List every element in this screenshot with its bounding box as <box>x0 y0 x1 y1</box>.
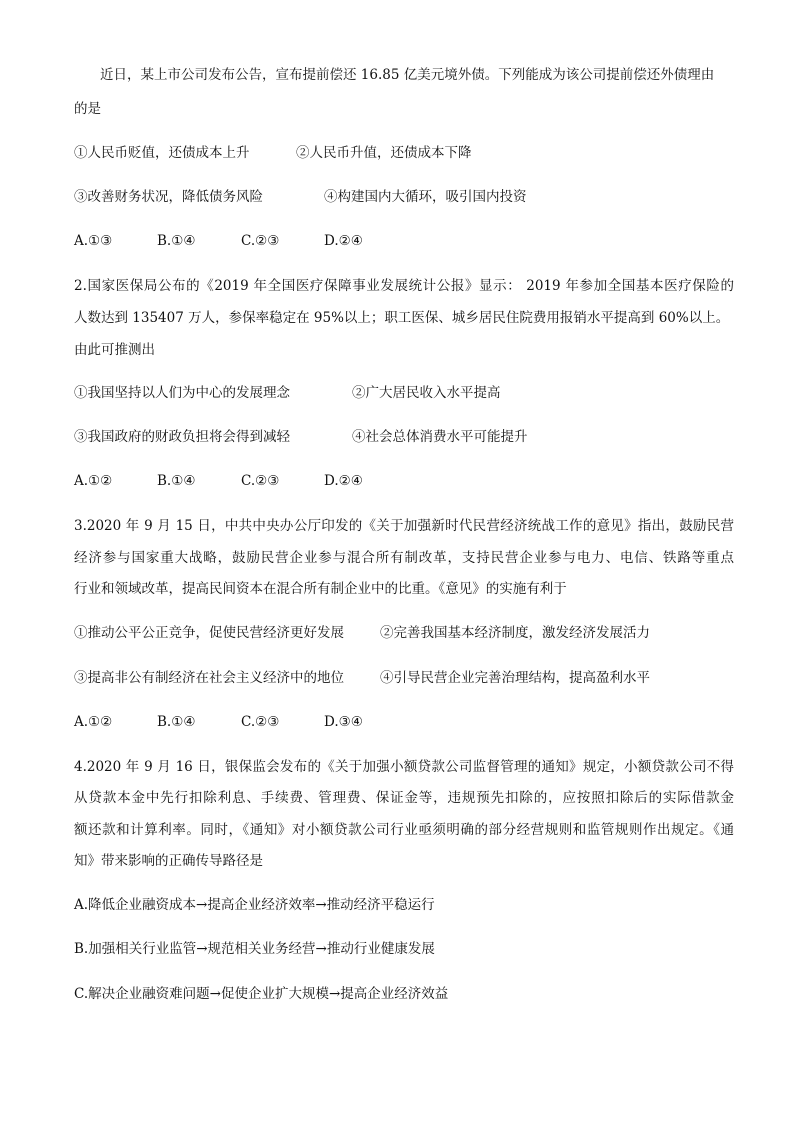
question-3-stem-line-2: 经济参与国家重大战略，鼓励民营企业参与混合所有制改革，支持民营企业参与电力、电信、铁路等重点 <box>74 550 734 566</box>
question-4-option-b: B.加强相关行业监管→规范相关业务经营→推动行业健康发展 <box>74 941 435 957</box>
question-2-choice-c: C.②③ <box>241 473 280 489</box>
question-2-choice-b: B.①④ <box>157 473 196 489</box>
question-4-stem-line-2: 从贷款本金中先行扣除利息、手续费、管理费、保证金等，违规预先扣除的，应按照扣除后的实际借款金 <box>74 790 734 806</box>
question-4-option-a: A.降低企业融资成本→提高企业经济效率→推动经济平稳运行 <box>74 897 435 913</box>
question-3-statement-1: ①推动公平公正竞争，促使民营经济更好发展 <box>74 625 344 641</box>
question-1-choice-c: C.②③ <box>241 233 280 249</box>
question-1-stem-line-2: 的是 <box>74 101 101 117</box>
question-4-stem-line-1: 4.2020 年 9 月 16 日，银保监会发布的《关于加强小额贷款公司监督管理的通知》规定，小额贷款公司不得 <box>74 759 734 775</box>
question-2-statement-2: ②广大居民收入水平提高 <box>352 385 501 401</box>
question-3-choice-a: A.①② <box>74 714 113 730</box>
question-1-statement-1: ①人民币贬值，还债成本上升 <box>74 145 250 161</box>
question-4-stem-line-4: 知》带来影响的正确传导路径是 <box>74 853 263 869</box>
question-1-statement-2: ②人民币升值，还债成本下降 <box>296 145 472 161</box>
question-2-stem-line-2: 人数达到 135407 万人，参保率稳定在 95%以上；职工医保、城乡居民住院费用报销水平提高到 60%以上。 <box>74 310 730 326</box>
question-2-statement-1: ①我国坚持以人们为中心的发展理念 <box>74 385 290 401</box>
question-1-choice-a: A.①③ <box>74 233 113 249</box>
question-4-stem-line-3: 额还款和计算利率。同时，《通知》对小额贷款公司行业亟须明确的部分经营规则和监管规则作出规定。《通 <box>74 822 734 838</box>
question-2-choice-a: A.①② <box>74 473 113 489</box>
question-1-stem-line-1: 近日，某上市公司发布公告，宣布提前偿还 16.85 亿美元境外债。下列能成为该公司提前偿还外债理由 <box>100 67 715 83</box>
question-1-choice-b: B.①④ <box>157 233 196 249</box>
question-2-stem-line-1: 2.国家医保局公布的《2019 年全国医疗保障事业发展统计公报》显示： 2019 年参加全国基本医疗保险的 <box>74 278 734 294</box>
question-1-choice-d: D.②④ <box>324 233 363 249</box>
question-2-statement-4: ④社会总体消费水平可能提升 <box>352 429 528 445</box>
question-3-choice-d: D.③④ <box>324 714 363 730</box>
question-3-choice-b: B.①④ <box>157 714 196 730</box>
question-2-choice-d: D.②④ <box>324 473 363 489</box>
question-3-statement-3: ③提高非公有制经济在社会主义经济中的地位 <box>74 670 344 686</box>
question-1-statement-3: ③改善财务状况，降低债务风险 <box>74 189 263 205</box>
question-4-option-c: C.解决企业融资难问题→促使企业扩大规模→提高企业经济效益 <box>74 986 449 1002</box>
question-2-stem-line-3: 由此可推测出 <box>74 342 155 358</box>
question-3-statement-4: ④引导民营企业完善治理结构，提高盈利水平 <box>380 670 650 686</box>
question-3-choice-c: C.②③ <box>241 714 280 730</box>
question-3-stem-line-1: 3.2020 年 9 月 15 日，中共中央办公厅印发的《关于加强新时代民营经济统战工作的意见》指出，鼓励民营 <box>74 518 734 534</box>
question-3-stem-line-3: 行业和领域改革，提高民间资本在混合所有制企业中的比重。《意见》的实施有利于 <box>74 581 567 597</box>
question-3-statement-2: ②完善我国基本经济制度，激发经济发展活力 <box>380 625 650 641</box>
question-1-statement-4: ④构建国内大循环，吸引国内投资 <box>324 189 527 205</box>
question-2-statement-3: ③我国政府的财政负担将会得到减轻 <box>74 429 290 445</box>
